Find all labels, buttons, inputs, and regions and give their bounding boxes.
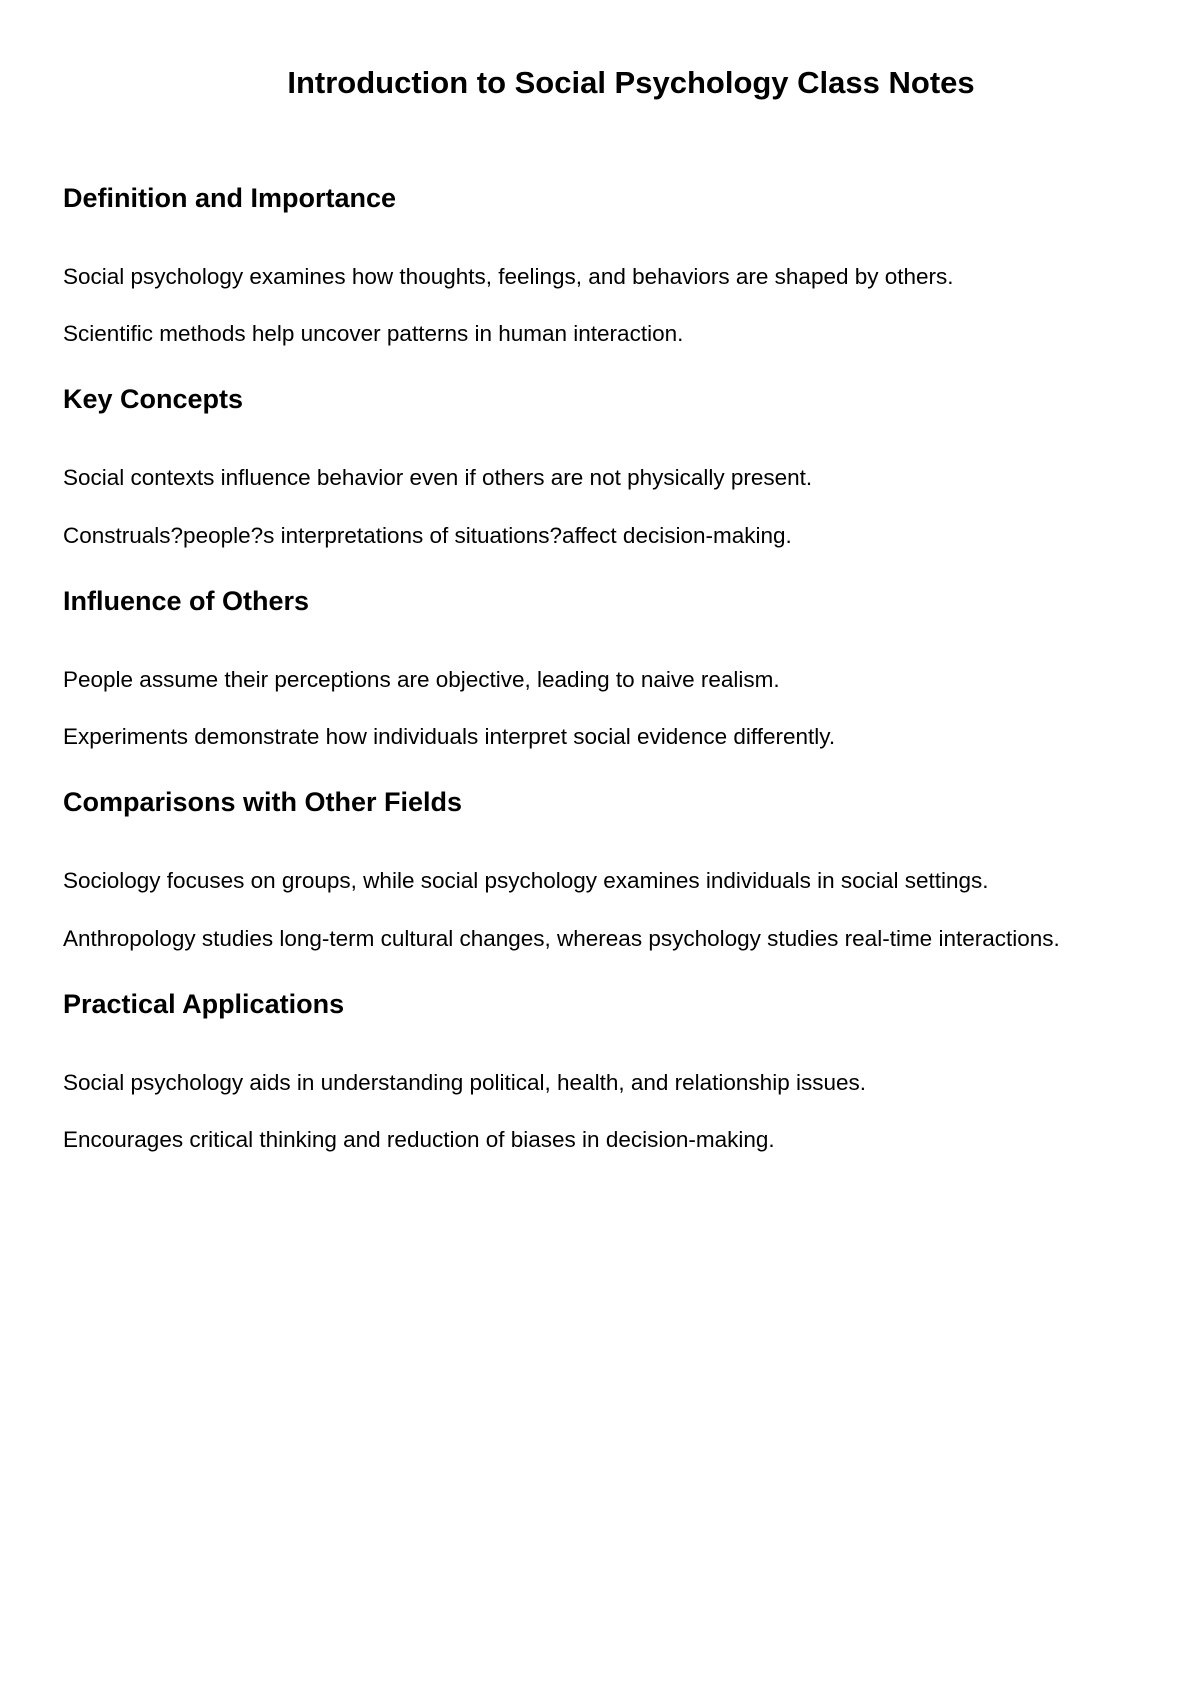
section-paragraph: Construals?people?s interpretations of situations?affect decision-making. xyxy=(63,523,792,548)
section-paragraph: People assume their perceptions are objective, leading to naive realism. xyxy=(63,667,780,692)
section-paragraph: Anthropology studies long-term cultural changes, whereas psychology studies real-time interactions. xyxy=(63,926,1060,951)
section-paragraph: Social psychology aids in understanding political, health, and relationship issues. xyxy=(63,1070,866,1095)
section-heading-applications: Practical Applications xyxy=(63,989,345,1019)
section-heading-comparisons: Comparisons with Other Fields xyxy=(63,787,463,817)
section-heading-influence: Influence of Others xyxy=(63,586,310,616)
section-paragraph: Sociology focuses on groups, while social psychology examines individuals in social settings. xyxy=(63,868,989,893)
section-paragraph: Experiments demonstrate how individuals interpret social evidence differently. xyxy=(63,724,836,749)
section-paragraph: Social contexts influence behavior even if others are not physically present. xyxy=(63,465,813,490)
section-paragraph: Social psychology examines how thoughts, feelings, and behaviors are shaped by others. xyxy=(63,264,954,289)
section-paragraph: Encourages critical thinking and reduction of biases in decision-making. xyxy=(63,1127,775,1152)
section-paragraph: Scientific methods help uncover patterns in human interaction. xyxy=(63,321,684,346)
document-title: Introduction to Social Psychology Class Notes xyxy=(287,65,975,100)
section-heading-definition: Definition and Importance xyxy=(63,183,397,213)
section-heading-key-concepts: Key Concepts xyxy=(63,384,244,414)
